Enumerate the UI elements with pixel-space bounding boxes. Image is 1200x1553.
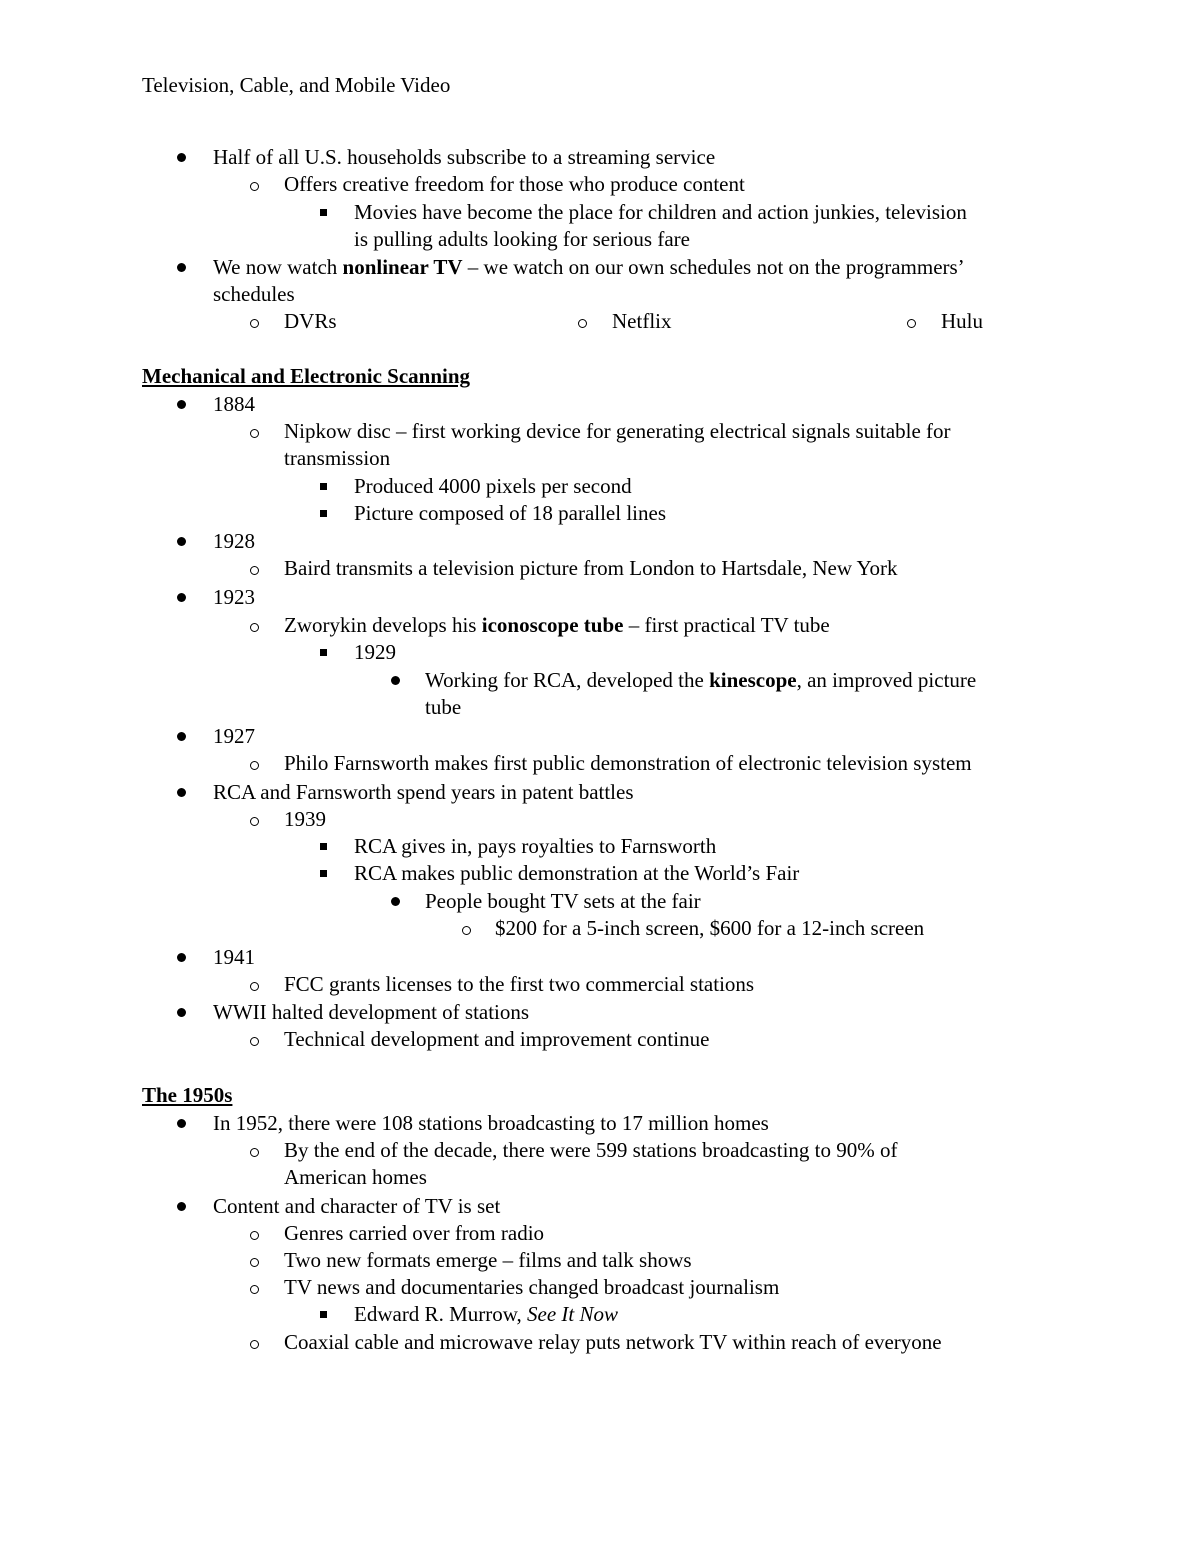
list-item: Offers creative freedom for those who produce content <box>284 172 745 196</box>
list-item: 1928 <box>213 529 255 553</box>
list-item-continuation: is pulling adults looking for serious fare <box>354 227 690 251</box>
list-item: $200 for a 5-inch screen, $600 for a 12-inch screen <box>495 916 925 940</box>
text-run: – first practical TV tube <box>623 613 830 637</box>
list-item-continuation: transmission <box>284 446 391 470</box>
text-run: – we watch on our own schedules not on the programmers’ <box>462 255 965 279</box>
list-item: Content and character of TV is set <box>213 1194 501 1218</box>
list-item: Produced 4000 pixels per second <box>354 474 632 498</box>
text-run: , an improved picture <box>796 668 977 692</box>
list-item: Half of all U.S. households subscribe to a streaming service <box>213 145 716 169</box>
list-item: By the end of the decade, there were 599 stations broadcasting to 90% of <box>284 1138 898 1162</box>
column-item-hulu: Hulu <box>941 309 983 333</box>
document-title: Television, Cable, and Mobile Video <box>142 73 451 97</box>
list-item-continuation: tube <box>425 695 462 719</box>
list-item <box>213 254 965 281</box>
list-item: WWII halted development of stations <box>213 1000 530 1024</box>
list-item-continuation: American homes <box>284 1165 427 1189</box>
list-item: Picture composed of 18 parallel lines <box>354 501 666 525</box>
italic-title: See It Now <box>527 1302 619 1326</box>
section-heading-scanning: Mechanical and Electronic Scanning <box>142 364 471 388</box>
list-item: Baird transmits a television picture from London to Hartsdale, New York <box>284 556 898 580</box>
list-item <box>284 612 830 639</box>
list-item: Movies have become the place for children and action junkies, television <box>354 200 967 224</box>
list-item: Technical development and improvement continue <box>284 1027 710 1051</box>
bold-term: iconoscope tube <box>481 613 624 637</box>
column-item-netflix: Netflix <box>612 309 672 333</box>
list-item-continuation: schedules <box>213 282 295 306</box>
list-item: 1941 <box>213 945 255 969</box>
list-item: 1923 <box>213 585 255 609</box>
text-run: We now watch <box>213 255 343 279</box>
list-item: Philo Farnsworth makes first public demonstration of electronic television system <box>284 751 972 775</box>
list-item: 1929 <box>354 640 396 664</box>
list-item: Nipkow disc – first working device for generating electrical signals suitable for <box>284 419 951 443</box>
text-run: Zworykin develops his <box>284 613 482 637</box>
list-item: RCA and Farnsworth spend years in patent battles <box>213 780 634 804</box>
list-item: TV news and documentaries changed broadcast journalism <box>284 1275 780 1299</box>
list-item: Coaxial cable and microwave relay puts network TV within reach of everyone <box>284 1330 942 1354</box>
list-item: RCA gives in, pays royalties to Farnsworth <box>354 834 717 858</box>
list-item: 1884 <box>213 392 255 416</box>
list-item: In 1952, there were 108 stations broadcasting to 17 million homes <box>213 1111 769 1135</box>
list-item: 1939 <box>284 807 326 831</box>
text-run: Working for RCA, developed the <box>425 668 710 692</box>
list-item: Genres carried over from radio <box>284 1221 545 1245</box>
bold-term: kinescope <box>709 668 797 692</box>
bold-term: nonlinear TV <box>342 255 463 279</box>
list-item: People bought TV sets at the fair <box>425 889 701 913</box>
list-item: 1927 <box>213 724 255 748</box>
list-item <box>425 667 976 694</box>
list-item: RCA makes public demonstration at the World’s Fair <box>354 861 800 885</box>
list-item: FCC grants licenses to the first two commercial stations <box>284 972 755 996</box>
text-run: Edward R. Murrow, <box>354 1302 528 1326</box>
section-heading-1950s: The 1950s <box>142 1083 233 1107</box>
column-item-dvrs: DVRs <box>284 309 337 333</box>
list-item: Two new formats emerge – films and talk shows <box>284 1248 692 1272</box>
list-item <box>354 1301 618 1328</box>
